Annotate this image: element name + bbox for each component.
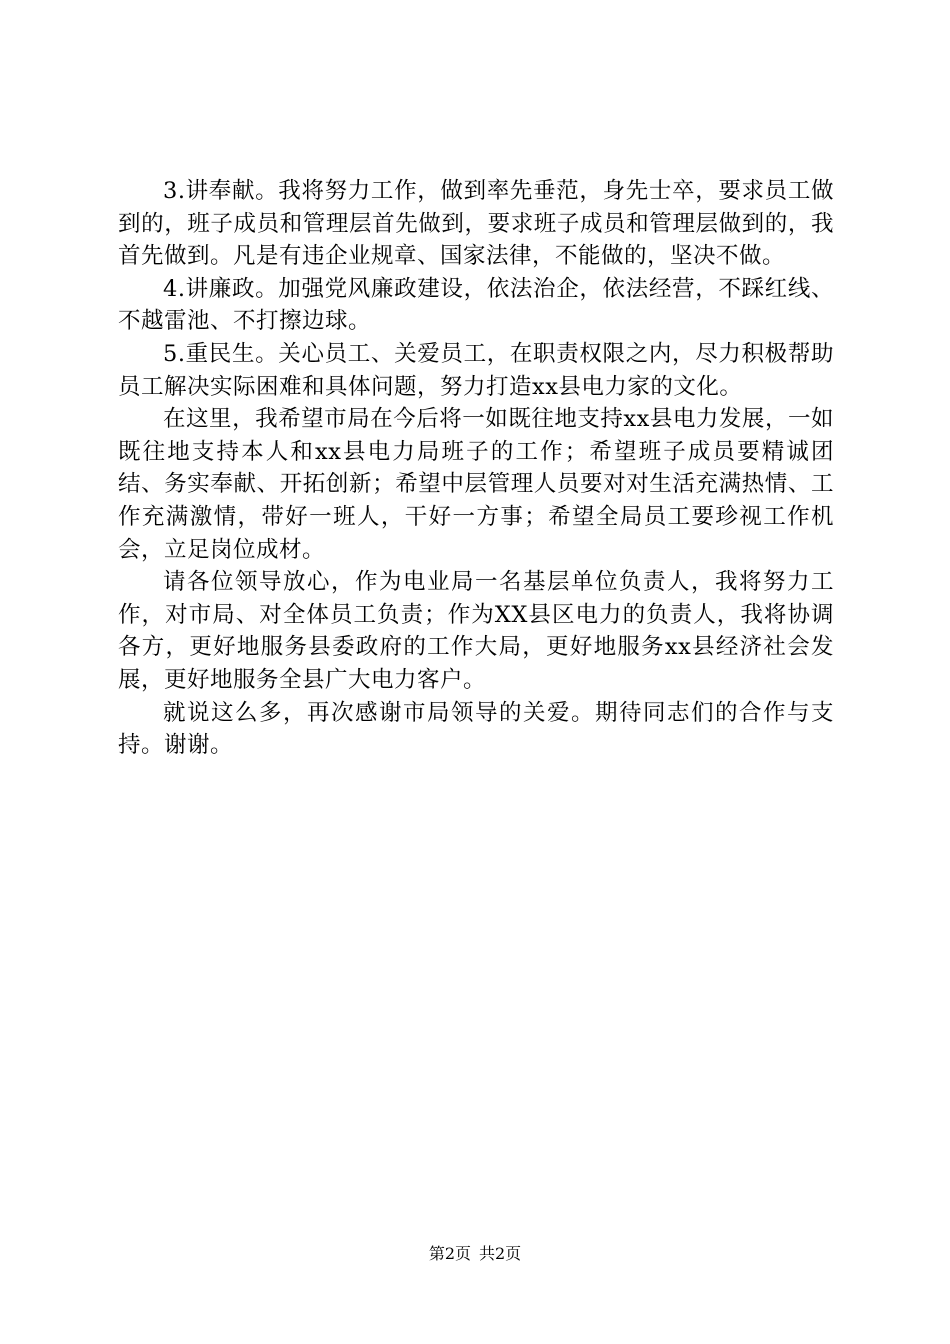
page-total: 共2页 bbox=[479, 1244, 522, 1263]
paragraph-integrity: 4.讲廉政。加强党风廉政建设，依法治企，依法经营，不踩红线、不越雷池、不打擦边球。 bbox=[118, 275, 834, 335]
paragraph-livelihood: 5.重民生。关心员工、关爱员工，在职责权限之内，尽力积极帮助员工解决实际困难和具体问题，努力打造xx县电力家的文化。 bbox=[118, 340, 834, 400]
paragraph-dedication: 3.讲奉献。我将努力工作，做到率先垂范，身先士卒，要求员工做到的，班子成员和管理层首先做到，要求班子成员和管理层做到的，我首先做到。凡是有违企业规章、国家法律，不能做的，坚决不做。 bbox=[118, 178, 834, 270]
paragraph-commitment: 请各位领导放心，作为电业局一名基层单位负责人，我将努力工作，对市局、对全体员工负责；作为XX县区电力的负责人，我将协调各方，更好地服务县委政府的工作大局，更好地服务xx县经济社会发展，更好地服务全县广大电力客户。 bbox=[118, 569, 834, 693]
paragraph-hopes: 在这里，我希望市局在今后将一如既往地支持xx县电力发展，一如既往地支持本人和xx县电力局班子的工作；希望班子成员要精诚团结、务实奉献、开拓创新；希望中层管理人员要对对生活充满热情、工作充满激情，带好一班人，干好一方事；希望全局员工要珍视工作机会，立足岗位成材。 bbox=[118, 406, 834, 563]
page-footer bbox=[0, 1243, 950, 1265]
paragraph-closing: 就说这么多，再次感谢市局领导的关爱。期待同志们的合作与支持。谢谢。 bbox=[118, 699, 834, 759]
document-body bbox=[118, 175, 834, 762]
page-number: 第2页 bbox=[428, 1244, 471, 1263]
